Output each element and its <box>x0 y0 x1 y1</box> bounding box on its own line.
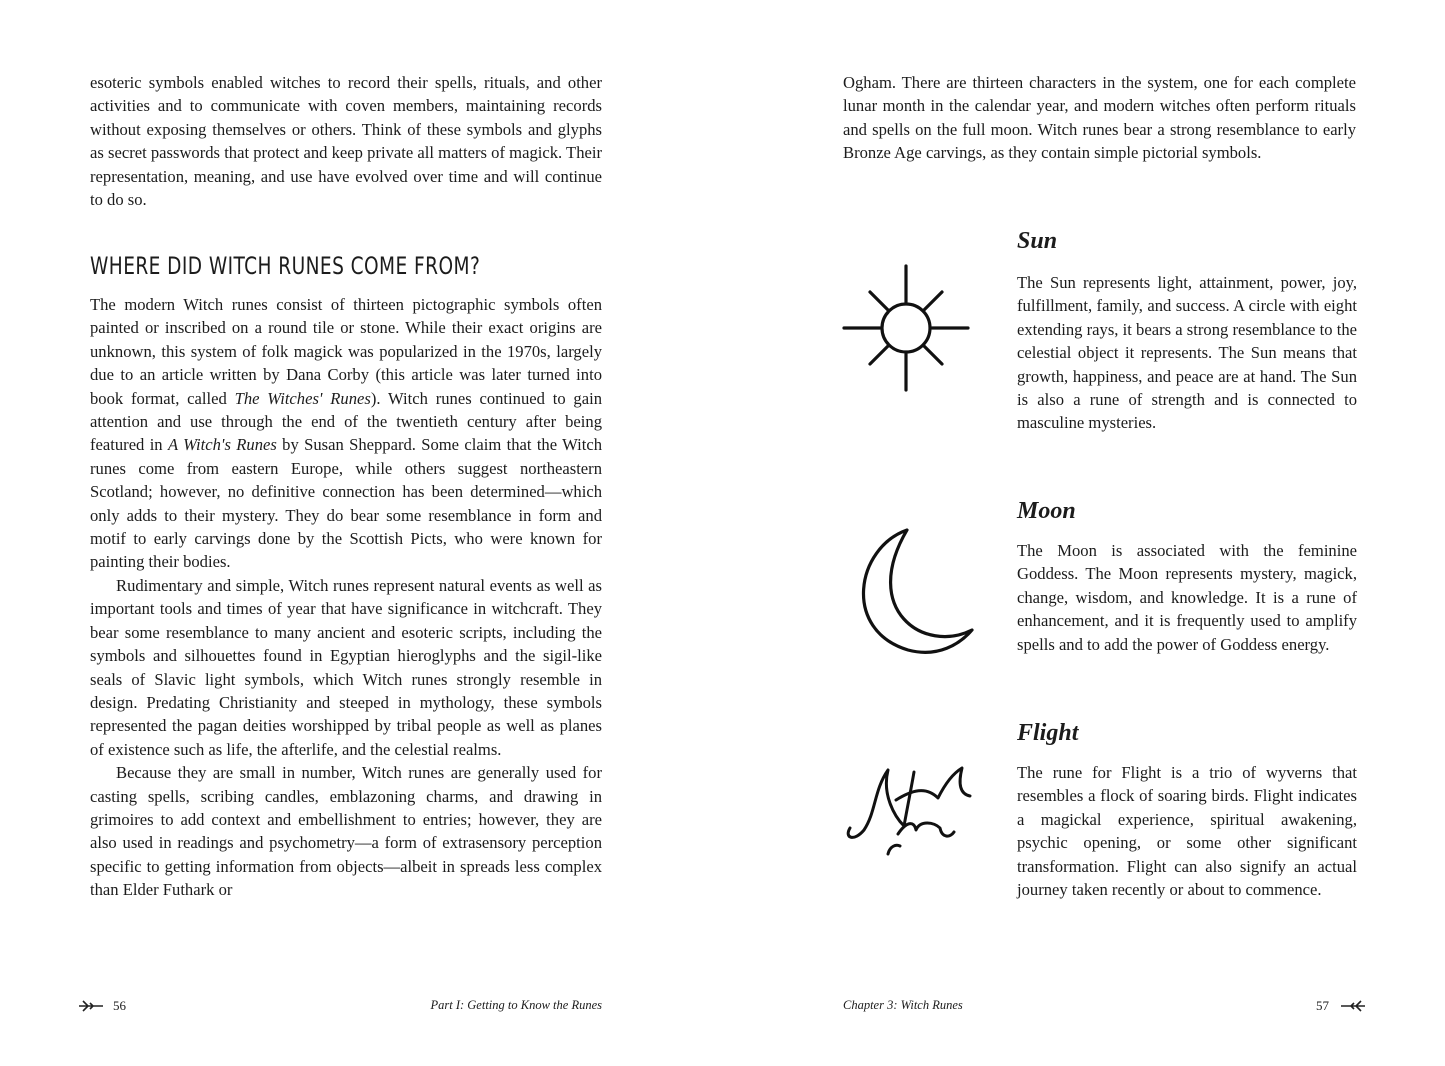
rune-description-sun: The Sun represents light, attainment, power, joy, fulfillment, family, and success. A circle with eight extending rays, it bears a strong resemblance to the celestial object it represents. The Sun means that growth, happiness, and peace are at hand. The Sun is also a rune of strength and is connected to masculine mysteries. <box>1017 273 1357 433</box>
book-title-witches-runes: The Witches' Runes <box>234 388 371 408</box>
rune-title-flight: Flight <box>1017 720 1079 746</box>
left-page <box>0 0 722 1066</box>
rune-description-flight: The rune for Flight is a trio of wyverns that resembles a flock of soaring birds. Flight indicates a magickal experience, spiritual awakening, psychic opening, or some other significant transformation. Flight can also signify an actual journey taken recently or about to commence. <box>1017 763 1357 900</box>
page-number-left: 56 <box>113 998 126 1013</box>
intro-paragraph-right: Ogham. There are thirteen characters in the system, one for each complete lunar month in the calendar year, and modern witches often perform rituals and spells on the full moon. Witch runes bear a strong resemblance to early Bronze Age carvings, as they contain simple pictorial symbols. <box>843 73 1356 163</box>
flight-rune-icon <box>842 756 980 860</box>
moon-rune-icon <box>850 526 978 656</box>
paragraph-3: Because they are small in number, Witch runes are generally used for casting spells, scribing candles, emblazoning charms, and drawing in grimoires to add context and embellishment to entries; however, they are also used in readings and psychometry—a form of extrasensory perception specific to getting information from objects—albeit in spreads less complex than Elder Futhark or <box>90 763 602 900</box>
rune-title-moon: Moon <box>1017 498 1076 524</box>
footer-ornament-icon <box>78 999 104 1013</box>
paragraph-1: The modern Witch runes consist of thirteen pictographic symbols often painted or inscribed on a round tile or stone. While their exact origins are unknown, this system of folk magick was popularized in the 1970s, largely due to an article written by Dana Corby (this article was later turned into book format, called The Witches' Runes). Witch runes continued to gain attention and use through the end of the twentieth century after being featured in A Witch's Runes by Susan Sheppard. Some claim that the Witch runes come from eastern Europe, while others suggest northeastern Scotland; however, no definitive connection has been determined—which only adds to their mystery. They do bear some resemblance in form and motif to early carvings done by the Scottish Picts, who were known for painting their bodies. <box>90 295 603 572</box>
intro-paragraph: esoteric symbols enabled witches to record their spells, rituals, and other activities and to communicate with coven members, maintaining records without exposing themselves or others. Think of these symbols and glyphs as secret passwords that protect and keep private all matters of magick. Their representation, meaning, and use have evolved over time and will continue to do so. <box>90 73 602 210</box>
footer-ornament-icon-right <box>1340 999 1366 1013</box>
section-heading: WHERE DID WITCH RUNES COME FROM? <box>90 252 481 280</box>
page-number-right: 57 <box>1316 998 1329 1013</box>
rune-title-sun: Sun <box>1017 228 1058 254</box>
paragraph-2: Rudimentary and simple, Witch runes represent natural events as well as important tools and times of year that have significance in witchcraft. They bear some resemblance to many ancient and esoteric scripts, including the symbols and silhouettes found in Egyptian hieroglyphs and the sigil-like seals of Slavic light symbols, which Witch runes strongly resemble in design. Predating Christianity and steeped in mythology, these symbols represented the pagan deities worshipped by tribal people as well as planes of existence such as life, the afterlife, and the celestial realms. <box>90 575 602 759</box>
right-page <box>722 0 1445 1066</box>
running-header-left: Part I: Getting to Know the Runes <box>430 998 602 1012</box>
section-body <box>90 293 602 902</box>
running-header-right: Chapter 3: Witch Runes <box>843 998 963 1012</box>
rune-description-moon: The Moon is associated with the feminine Goddess. The Moon represents mystery, magick, change, wisdom, and knowledge. It is a rune of enhancement, and it is frequently used to amplify spells and to add the power of Goddess energy. <box>1017 541 1357 654</box>
book-title-a-witchs-runes: A Witch's Runes <box>167 435 277 455</box>
sun-rune-icon <box>840 262 972 394</box>
